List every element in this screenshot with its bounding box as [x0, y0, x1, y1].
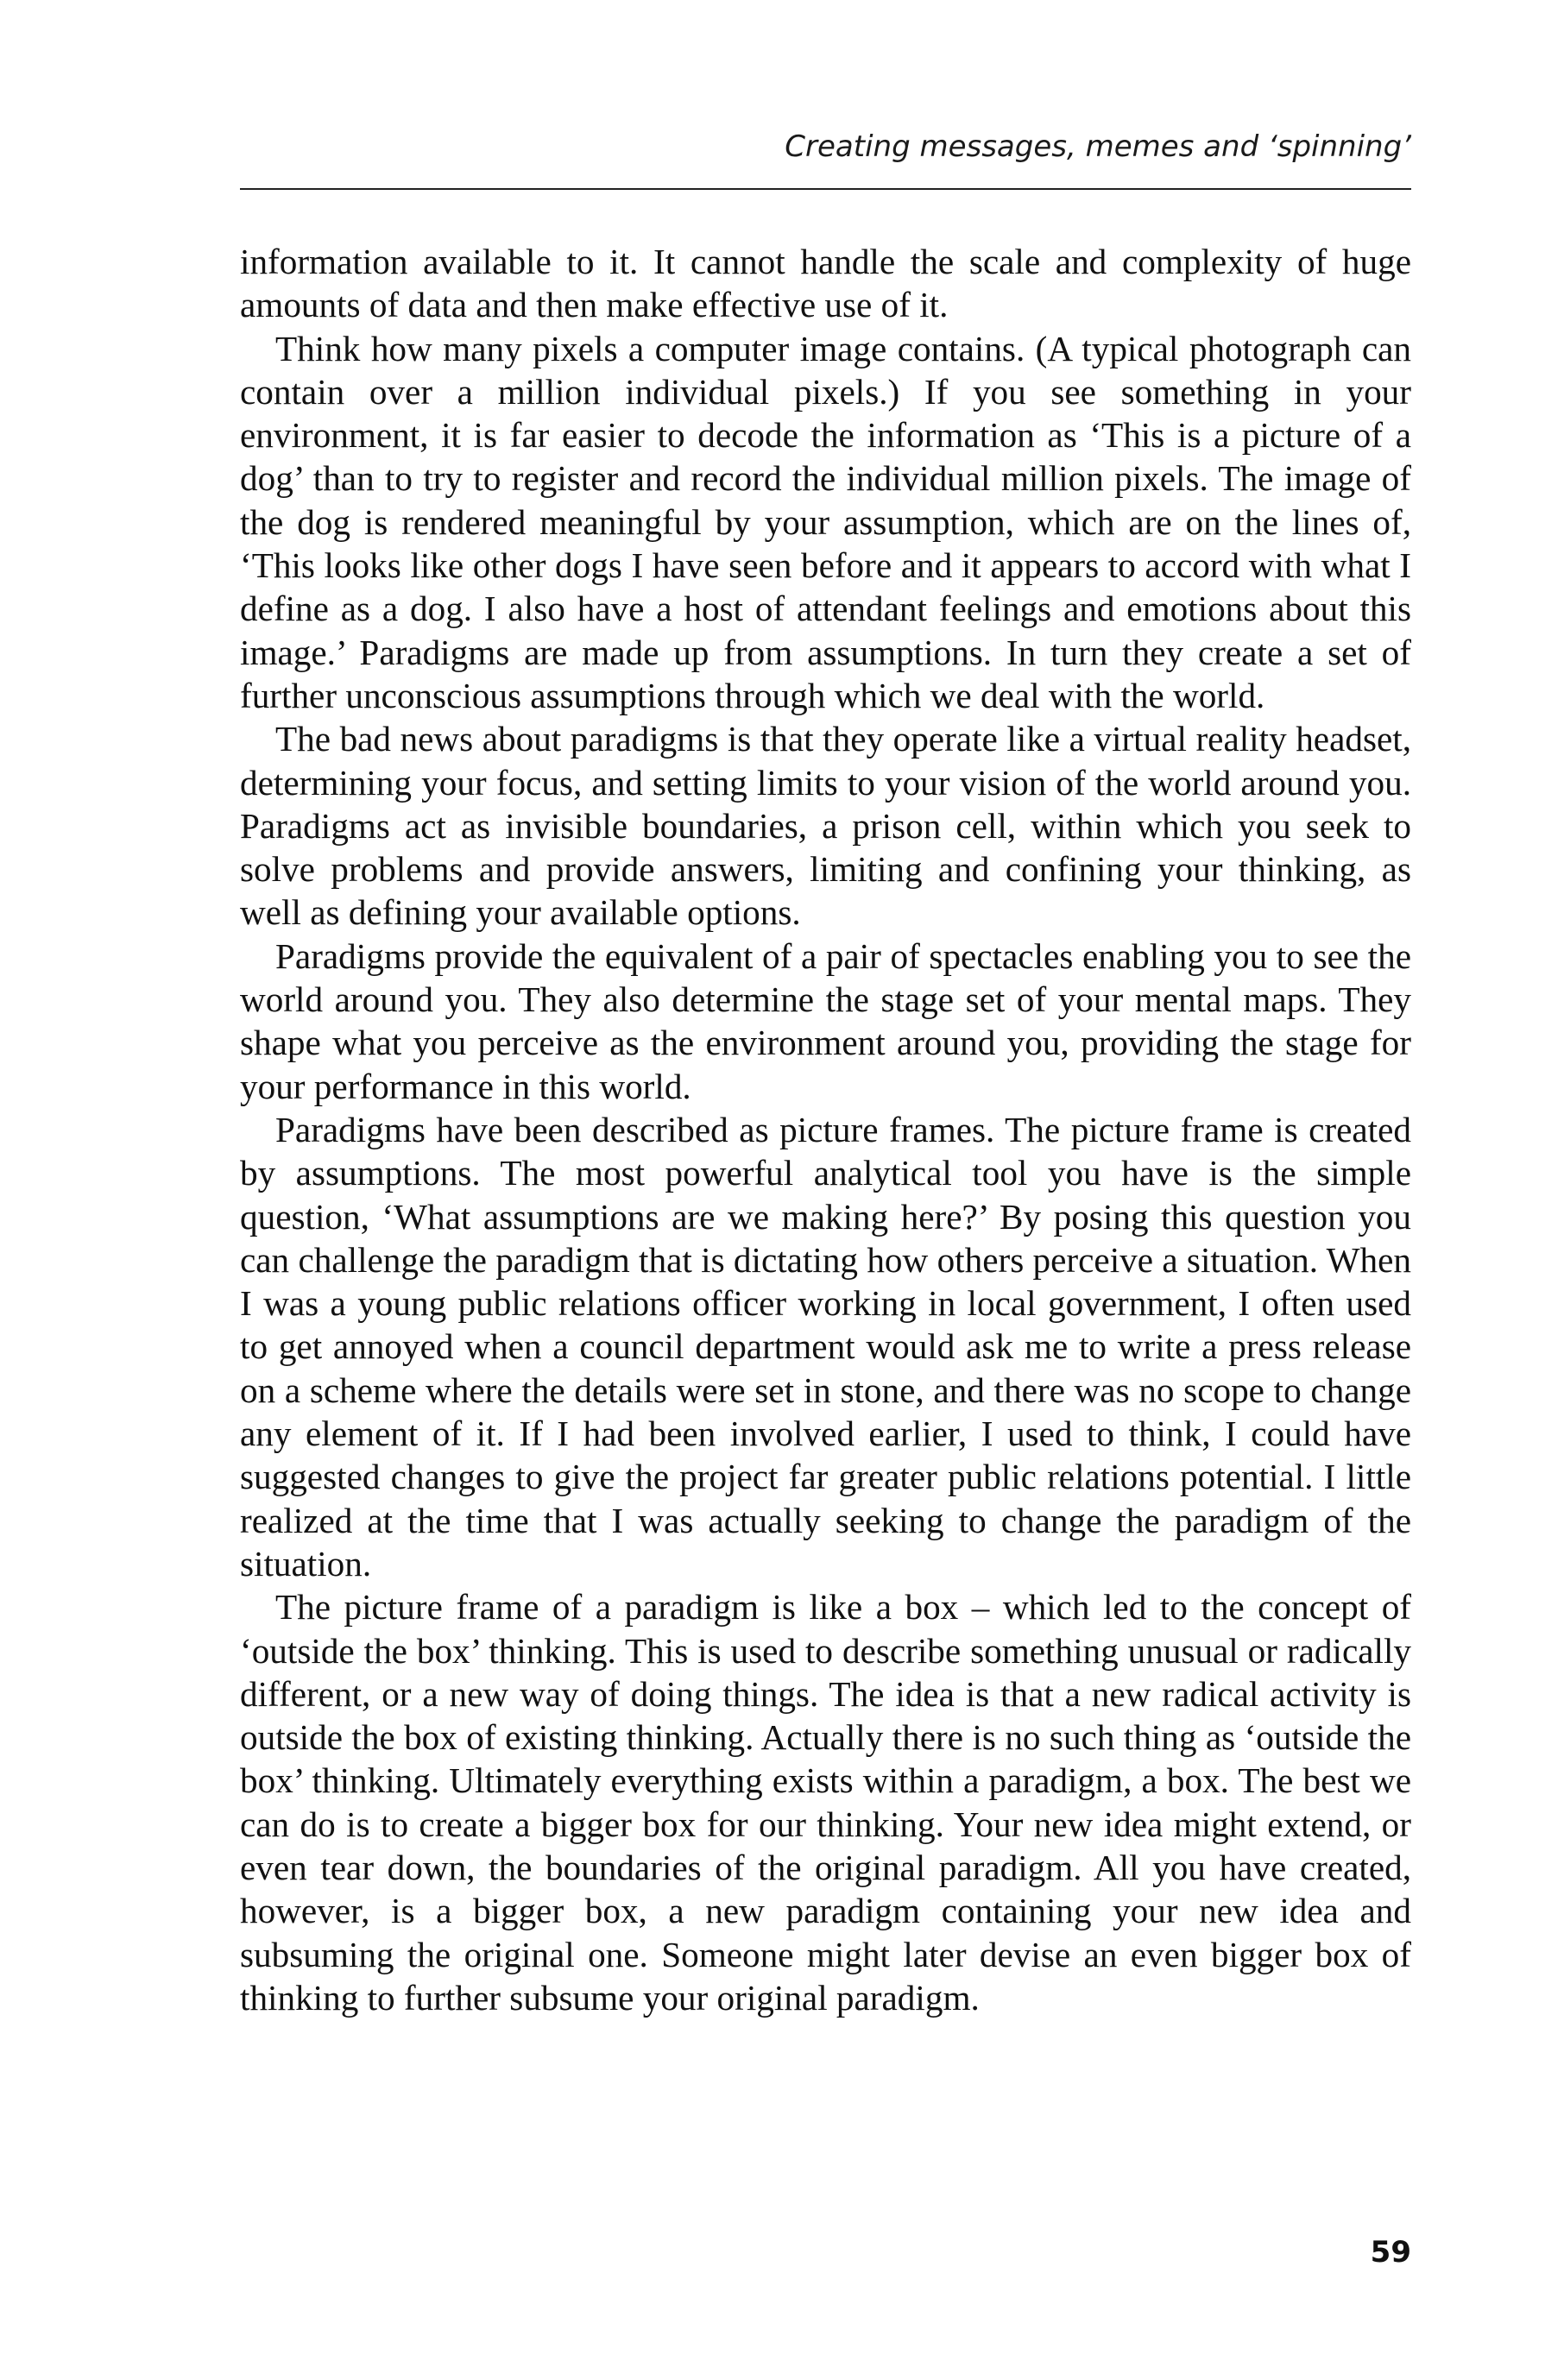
paragraph-continued: information available to it. It cannot handle the scale and complexity of huge amounts of data and then make effective use of it.: [240, 242, 1411, 325]
body-text: [240, 240, 1411, 2019]
page-number: 59: [1370, 2235, 1411, 2270]
paragraph: Paradigms have been described as picture frames. The picture frame is created by assumptions. The most powerful analytical tool you have is the simple question, ‘What assumptions are we making here?’ By posing this question you can challenge the paradigm that is dictating how others perceive a situation. When I was a young public relations officer working in local government, I often used to get annoyed when a council department would ask me to write a press release on a scheme where the details were set in stone, and there was no scope to change any element of it. If I had been involved earlier, I used to think, I could have suggested changes to give the project far greater public relations potential. I little realized at the time that I was actually seeking to change the paradigm of the situation.: [240, 1109, 1411, 1584]
paragraph: Think how many pixels a computer image contains. (A typical photograph can contain over a million individual pixels.) If you see something in your environment, it is far easier to decode the information as ‘This is a picture of a dog’ than to try to register and record the individual million pixels. The image of the dog is rendered meaningful by your assumption, which are on the lines of, ‘This looks like other dogs I have seen before and it appears to accord with what I define as a dog. I also have a host of attendant feelings and emotions about this image.’ Paradigms are made up from assumptions. In turn they create a set of further unconscious assumptions through which we deal with the world.: [240, 328, 1411, 715]
paragraph: The picture frame of a paradigm is like a box – which led to the concept of ‘outside the box’ thinking. This is used to describe something unusual or radically different, or a new way of doing things. The idea is that a new radical activity is outside the box of existing thinking. Actually there is no such thing as ‘outside the box’ thinking. Ultimately everything exists within a paradigm, a box. The best we can do is to create a bigger box for our thinking. Your new idea might extend, or even tear down, the boundaries of the original paradigm. All you have created, however, is a bigger box, a new paradigm containing your new idea and subsuming the original one. Someone might later devise an even bigger box of thinking to further subsume your original paradigm.: [240, 1587, 1411, 2018]
header-rule: [240, 188, 1411, 190]
paragraph: Paradigms provide the equivalent of a pair of spectacles enabling you to see the world around you. They also determine the stage set of your mental maps. They shape what you perceive as the environment around you, providing the stage for your performance in this world.: [240, 935, 1411, 1106]
paragraph: The bad news about paradigms is that they operate like a virtual reality headset, determining your focus, and setting limits to your vision of the world around you. Paradigms act as invisible boundaries, a prison cell, within which you seek to solve problems and provide answers, limiting and confining your thinking, as well as defining your available options.: [240, 719, 1411, 933]
running-head: Creating messages, memes and ‘spinning’: [785, 129, 1411, 164]
